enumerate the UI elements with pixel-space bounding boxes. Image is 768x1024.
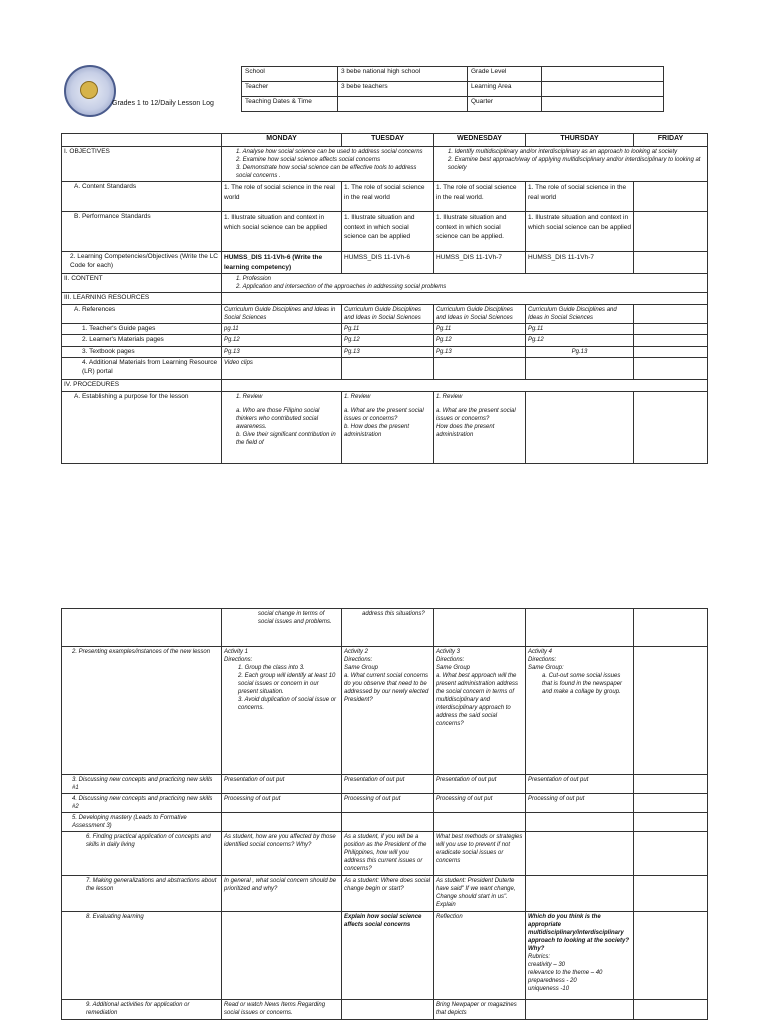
additional-materials-wednesday [434, 358, 526, 380]
procedures-blank [222, 380, 708, 392]
references-thursday: Curriculum Guide Disciplines and Ideas in Social Sciences [526, 304, 634, 323]
discussing-2-tuesday: Processing of out put [342, 794, 434, 813]
activity-line: 2. Each group will identify at least 10 social issues or concern in our present situation. [238, 673, 336, 695]
purpose-monday [222, 391, 342, 463]
objective-item: 2. Examine how social science affects social concerns [236, 157, 381, 163]
activity-line: Directions: [528, 657, 557, 663]
activity-line: Directions: [344, 657, 373, 663]
references-friday [634, 304, 708, 323]
references-tuesday: Curriculum Guide Disciplines and Ideas in Social Sciences [342, 304, 434, 323]
content-item: 2. Application and intersection of the approaches in addressing social problems [236, 284, 447, 290]
grade-label: Grade Level [468, 67, 542, 82]
deped-seal-logo [64, 65, 116, 117]
competencies-wednesday: HUMSS_DIS 11-1Vh-7 [434, 252, 526, 274]
presenting-wednesday [434, 647, 526, 775]
activity-line: 1. Group the class into 3. [238, 665, 305, 671]
continued-tuesday: address this situations? [342, 609, 434, 647]
day-wednesday: WEDNESDAY [434, 134, 526, 147]
discussing-1-tuesday: Presentation of out put [342, 775, 434, 794]
purpose-wednesday [434, 391, 526, 463]
lesson-log-table-page2 [61, 608, 708, 1020]
tb-wednesday: Pg.13 [434, 346, 526, 358]
developing-mastery-friday [634, 813, 708, 832]
developing-mastery-tuesday [342, 813, 434, 832]
developing-mastery-thursday [526, 813, 634, 832]
developing-mastery-monday [222, 813, 342, 832]
discussing-1-thursday: Presentation of out put [526, 775, 634, 794]
performance-standards-thursday: 1. Illustrate situation and context in which social science can be applied [526, 212, 634, 252]
objectives-label: I. OBJECTIVES [62, 147, 222, 182]
generalizations-tuesday: As a student: Where does social change begin or start? [342, 876, 434, 912]
quarter-value [542, 97, 664, 112]
presenting-monday [222, 647, 342, 775]
lm-wednesday: Pg.12 [434, 335, 526, 347]
additional-materials-friday [634, 358, 708, 380]
teacher-value: 3 bebe teachers [338, 82, 468, 97]
discussing-1-monday: Presentation of out put [222, 775, 342, 794]
developing-mastery-label: 5. Developing mastery (Leads to Formative Assessment 3) [62, 813, 222, 832]
generalizations-wednesday: As student: President Duterte have said" If we want change, Change should start in us". Explain [434, 876, 526, 912]
discussing-2-label: 4. Discussing new concepts and practicing new skills #2 [62, 794, 222, 813]
tb-friday [634, 346, 708, 358]
additional-materials-thursday [526, 358, 634, 380]
day-friday: FRIDAY [634, 134, 708, 147]
rubric-line: preparedness - 20 [528, 978, 577, 984]
discussing-1-friday [634, 775, 708, 794]
dates-label: Teaching Dates & Time [242, 97, 338, 112]
evaluating-thursday [526, 912, 634, 1000]
lesson-log-table-page1 [61, 133, 708, 464]
references-monday: Curriculum Guide Disciplines and Ideas in Social Sciences [222, 304, 342, 323]
purpose-item: How does the present administration [436, 423, 495, 438]
additional-activities-thursday [526, 1000, 634, 1020]
performance-standards-monday: 1. Illustrate situation and context in which social science can be applied [222, 212, 342, 252]
additional-activities-wednesday: Bring Newpaper or magazines that depicts [434, 1000, 526, 1020]
procedures-label: IV. PROCEDURES [62, 380, 222, 392]
generalizations-monday: In general , what social concern should be prioritized and why? [222, 876, 342, 912]
purpose-tuesday [342, 391, 434, 463]
practical-application-monday: As student, how are you affected by those identified social concerns? Why? [222, 832, 342, 876]
content-item: 1. Profession [236, 276, 272, 282]
activity-line: Same Group [436, 665, 471, 671]
evaluation-question: Which do you think is the appropriate multidisciplinary/interdisciplinary approach to looking at the society? Why? [528, 914, 630, 952]
purpose-friday [634, 391, 708, 463]
practical-application-wednesday: What best methods or strategies will you use to prevent if not eradicate social issues or concerns [434, 832, 526, 876]
performance-standards-wednesday: 1. Illustrate situation and context in which social science can be applied. [434, 212, 526, 252]
lm-thursday: Pg.12 [526, 335, 634, 347]
continued-monday: social change in terms of social issues and problems. [222, 609, 342, 647]
performance-standards-tuesday: 1. Illustrate situation and context in which social science can be applied [342, 212, 434, 252]
tg-wednesday: Pg.11 [434, 323, 526, 335]
purpose-item: 1. Review [236, 393, 263, 400]
grades-label: Grades 1 to 12/Daily Lesson Log [112, 100, 214, 107]
grade-value [542, 67, 664, 82]
performance-standards-label: B. Performance Standards [62, 212, 222, 252]
purpose-item: a. Who are those Filipino social thinkers who contributed social awareness. [236, 407, 320, 430]
discussing-1-label: 3. Discussing new concepts and practicing new skills #1 [62, 775, 222, 794]
competencies-tuesday: HUMSS_DIS 11-1Vh-6 [342, 252, 434, 274]
resources-label: III. LEARNING RESOURCES [62, 293, 222, 305]
tb-tuesday: Pg.13 [342, 346, 434, 358]
presenting-examples-label: 2. Presenting examples/instances of the new lesson [62, 647, 222, 775]
tg-friday [634, 323, 708, 335]
content-standards-friday [634, 182, 708, 212]
activity-line: Activity 3 [436, 649, 461, 655]
day-tuesday: TUESDAY [342, 134, 434, 147]
tb-thursday: Pg.13 [526, 346, 634, 358]
discussing-1-wednesday: Presentation of out put [434, 775, 526, 794]
developing-mastery-wednesday [434, 813, 526, 832]
additional-materials-monday: Video clips [222, 358, 342, 380]
additional-activities-monday: Read or watch News Items Regarding social issues or concerns. [222, 1000, 342, 1020]
generalizations-label: 7. Making generalizations and abstractions about the lesson [62, 876, 222, 912]
evaluating-monday [222, 912, 342, 1000]
practical-application-thursday [526, 832, 634, 876]
presenting-thursday [526, 647, 634, 775]
activity-line: Activity 2 [344, 649, 369, 655]
rubric-line: uniqueness -10 [528, 986, 570, 992]
activity-line: a. What current social concerns do you observe that need to be addressed by our newly elected President? [344, 673, 429, 703]
school-info-table [241, 66, 664, 112]
practical-application-tuesday: As a student, if you will be a position as the President of the Philippines, how will you address this current issues or concerns? [342, 832, 434, 876]
content-standards-monday: 1. The role of social science in the real world [222, 182, 342, 212]
purpose-item: 1. Review [344, 393, 371, 400]
teachers-guide-label: 1. Teacher's Guide pages [62, 323, 222, 335]
evaluating-friday [634, 912, 708, 1000]
purpose-item: 1. Review [436, 393, 463, 400]
discussing-2-thursday: Processing of out put [526, 794, 634, 813]
purpose-label: A. Establishing a purpose for the lesson [62, 391, 222, 463]
evaluating-tuesday: Explain how social science affects social concerns [342, 912, 434, 1000]
learners-materials-label: 2. Learner's Materials pages [62, 335, 222, 347]
competencies-thursday: HUMSS_DIS 11-1Vh-7 [526, 252, 634, 274]
competencies-friday [634, 252, 708, 274]
activity-line: Same Group: [528, 665, 564, 671]
additional-materials-tuesday [342, 358, 434, 380]
tb-monday: Pg.13 [222, 346, 342, 358]
lm-monday: Pg.12 [222, 335, 342, 347]
activity-line: a. Cut-out some social issues that is found in the newspaper and make a collage by group. [542, 673, 623, 695]
content-label: II. CONTENT [62, 274, 222, 293]
presenting-tuesday [342, 647, 434, 775]
discussing-2-friday [634, 794, 708, 813]
content-standards-wednesday: 1. The role of social science in the real world. [434, 182, 526, 212]
lm-tuesday: Pg.12 [342, 335, 434, 347]
performance-standards-friday [634, 212, 708, 252]
rubric-line: creativity – 30 [528, 962, 566, 968]
content-standards-thursday: 1. The role of social science in the real world [526, 182, 634, 212]
lm-friday [634, 335, 708, 347]
evaluating-label: 8. Evaluating learning [62, 912, 222, 1000]
generalizations-thursday [526, 876, 634, 912]
quarter-label: Quarter [468, 97, 542, 112]
objective-item: 3. Demonstrate how social science can be effective tools to address social concerns . [236, 165, 417, 179]
rubric-line: Rubrics: [528, 954, 551, 960]
resources-blank [222, 293, 708, 305]
rubric-line: relevance to the theme – 40 [528, 970, 603, 976]
tg-monday: pg.11 [222, 323, 342, 335]
presenting-friday [634, 647, 708, 775]
school-value: 3 bebe national high school [338, 67, 468, 82]
purpose-item: a. What are the present social issues or concerns? [344, 407, 424, 422]
practical-application-label: 6. Finding practical application of concepts and skills in daily living [62, 832, 222, 876]
continued-label [62, 609, 222, 647]
competencies-label: 2. Learning Competencies/Objectives (Write the LC Code for each) [62, 252, 222, 274]
teacher-label: Teacher [242, 82, 338, 97]
generalizations-friday [634, 876, 708, 912]
additional-materials-label: 4. Additional Materials from Learning Resource (LR) portal [62, 358, 222, 380]
day-thursday: THURSDAY [526, 134, 634, 147]
additional-activities-label: 9. Additional activities for application or remediation [62, 1000, 222, 1020]
continued-thursday [526, 609, 634, 647]
purpose-item: a. What are the present social issues or concerns? [436, 407, 516, 422]
corner-cell [62, 134, 222, 147]
competencies-monday: HUMSS_DIS 11-1Vh-6 (Write the learning competency) [222, 252, 342, 274]
activity-line: Directions: [436, 657, 465, 663]
content-standards-label: A. Content Standards [62, 182, 222, 212]
references-label: A. References [62, 304, 222, 323]
additional-activities-tuesday [342, 1000, 434, 1020]
area-label: Learning Area [468, 82, 542, 97]
purpose-item: b. Give their significant contribution in the field of [236, 431, 336, 446]
textbook-label: 3. Textbook pages [62, 346, 222, 358]
area-value [542, 82, 664, 97]
tg-thursday: Pg.11 [526, 323, 634, 335]
practical-application-friday [634, 832, 708, 876]
objectives-monday [222, 147, 434, 182]
school-label: School [242, 67, 338, 82]
objectives-wednesday [434, 147, 708, 182]
purpose-thursday [526, 391, 634, 463]
activity-line: a. What best approach will the present administration address the social concern in terms of multidisciplinary and interdisciplinary approach to address the said social concerns? [436, 673, 519, 727]
purpose-item: b. How does the present administration [344, 423, 410, 438]
tg-tuesday: Pg.11 [342, 323, 434, 335]
day-monday: MONDAY [222, 134, 342, 147]
activity-line: Activity 4 [528, 649, 553, 655]
additional-activities-friday [634, 1000, 708, 1020]
activity-line: 3. Avoid duplication of social issue or concerns. [238, 697, 337, 711]
activity-line: Activity 1 [224, 649, 249, 655]
discussing-2-monday: Processing of out put [222, 794, 342, 813]
evaluating-wednesday: Reflection [434, 912, 526, 1000]
content-standards-tuesday: 1. The role of social science in the real world [342, 182, 434, 212]
references-wednesday: Curriculum Guide Disciplines and Ideas in Social Sciences [434, 304, 526, 323]
continued-wednesday [434, 609, 526, 647]
dates-value [338, 97, 468, 112]
discussing-2-wednesday: Processing of out put [434, 794, 526, 813]
objective-item: 1. Identify multidisciplinary and/or interdisciplinary as an approach to looking at society [448, 149, 678, 155]
continued-friday [634, 609, 708, 647]
activity-line: Directions: [224, 657, 253, 663]
objective-item: 2. Examine best approach/way of applying multidisciplinary and/or interdisciplinary to looking at society [448, 157, 701, 171]
content-items [222, 274, 708, 293]
activity-line: Same Group [344, 665, 379, 671]
objective-item: 1. Analyse how social science can be used to address social concerns [236, 149, 423, 155]
